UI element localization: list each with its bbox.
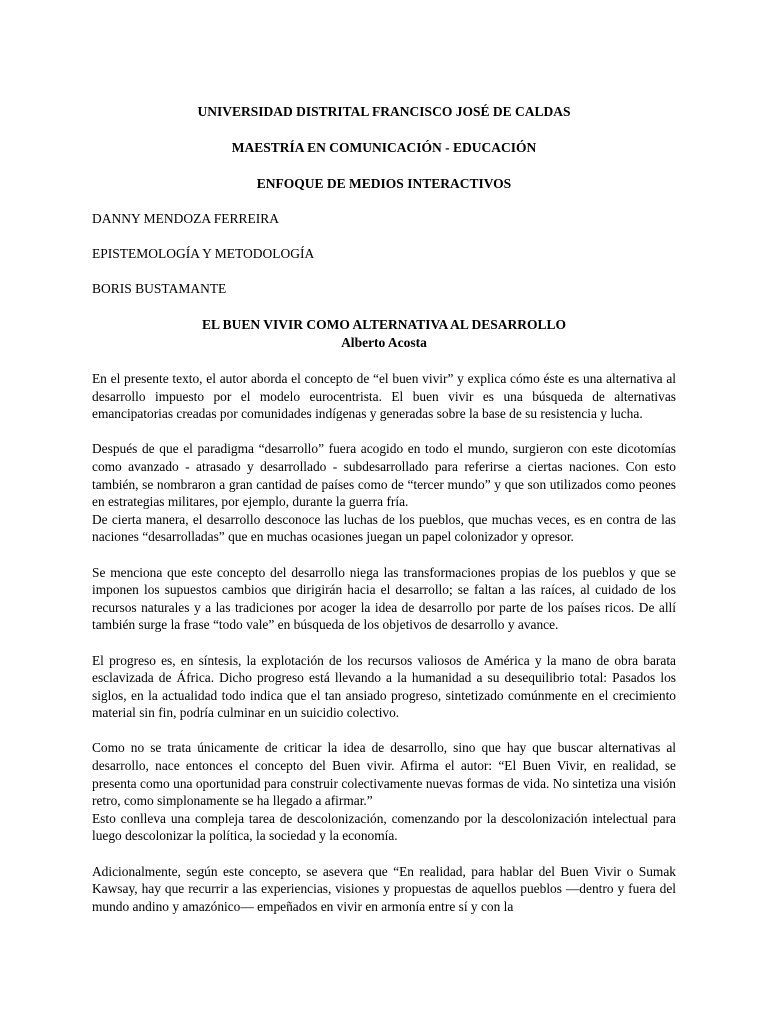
student-name: DANNY MENDOZA FERREIRA (92, 211, 280, 226)
article-author: Alberto Acosta (341, 335, 427, 350)
paragraph: En el presente texto, el autor aborda el concepto de “el buen vivir” y explica cómo éste es una alternativa al desarrollo impuesto por el modelo eurocentrista. El buen vivir es una búsqueda de alternativas emancipatorias creadas por comunidades indígenas y generadas sobre la base de su resistencia y lucha. (92, 371, 676, 422)
paragraph: Se menciona que este concepto del desarrollo niega las transformaciones propias de los pueblos y que se imponen los supuestos cambios que dirigirán hacia el desarrollo; se faltan a las raíces, al cuidado de los recursos naturales y a las tradiciones por acoger la idea de desarrollo por parte de los países ricos. De allí también surge la frase “todo vale” en búsqueda de los objetivos de desarrollo y avance. (92, 564, 676, 633)
focus-heading: ENFOQUE DE MEDIOS INTERACTIVOS (256, 176, 512, 191)
university-heading: UNIVERSIDAD DISTRITAL FRANCISCO JOSÉ DE CALDAS (197, 104, 571, 119)
paragraph: Después de que el paradigma “desarrollo” fuera acogido en todo el mundo, surgieron con este dicotomías como avanzado - atrasado y desarrollado - subdesarrollado para referirse a ciertas naciones. Con esto también, se nombraron a gran cantidad de países como de “tercer mundo” y que son utilizados como peones en estrategias militares, por ejemplo, durante la guerra fría. (92, 441, 676, 510)
course-name: EPISTEMOLOGÍA Y METODOLOGÍA (92, 246, 315, 261)
paragraph: Esto conlleva una compleja tarea de descolonización, comenzando por la descolonización intelectual para luego descolonizar la política, la sociedad y la economía. (92, 810, 676, 844)
document-body (92, 370, 676, 915)
paragraph: Adicionalmente, según este concepto, se asevera que “En realidad, para hablar del Buen Vivir o Sumak Kawsay, hay que recurrir a las experiencias, visiones y propuestas de aquellos pueblos —dentro y fuera del mundo andino y amazónico— empeñados en vivir en armonía entre sí y con la (92, 863, 676, 914)
paragraph: De cierta manera, el desarrollo desconoce las luchas de los pueblos, que muchas veces, es en contra de las naciones “desarrolladas” que en muchas ocasiones juegan un papel colonizador y opresor. (92, 511, 676, 545)
article-title: EL BUEN VIVIR COMO ALTERNATIVA AL DESARROLLO (201, 317, 567, 332)
program-heading: MAESTRÍA EN COMUNICACIÓN - EDUCACIÓN (231, 140, 537, 155)
paragraph: Como no se trata únicamente de criticar la idea de desarrollo, sino que hay que buscar alternativas al desarrollo, nace entonces el concepto del Buen vivir. Afirma el autor: “El Buen Vivir, en realidad, se presenta como una oportunidad para construir colectivamente nuevas formas de vida. No sintetiza una visión retro, como simplonamente se ha llegado a afirmar.” (92, 740, 676, 809)
paragraph: El progreso es, en síntesis, la explotación de los recursos valiosos de América y la mano de obra barata esclavizada de África. Dicho progreso está llevando a la humanidad a su desequilibrio total: Pasados los siglos, en la actualidad todo indica que el tan ansiado progreso, sintetizado comúnmente en el crecimiento material sin fin, podría culminar en un suicidio colectivo. (92, 652, 676, 721)
teacher-name: BORIS BUSTAMANTE (92, 281, 227, 296)
